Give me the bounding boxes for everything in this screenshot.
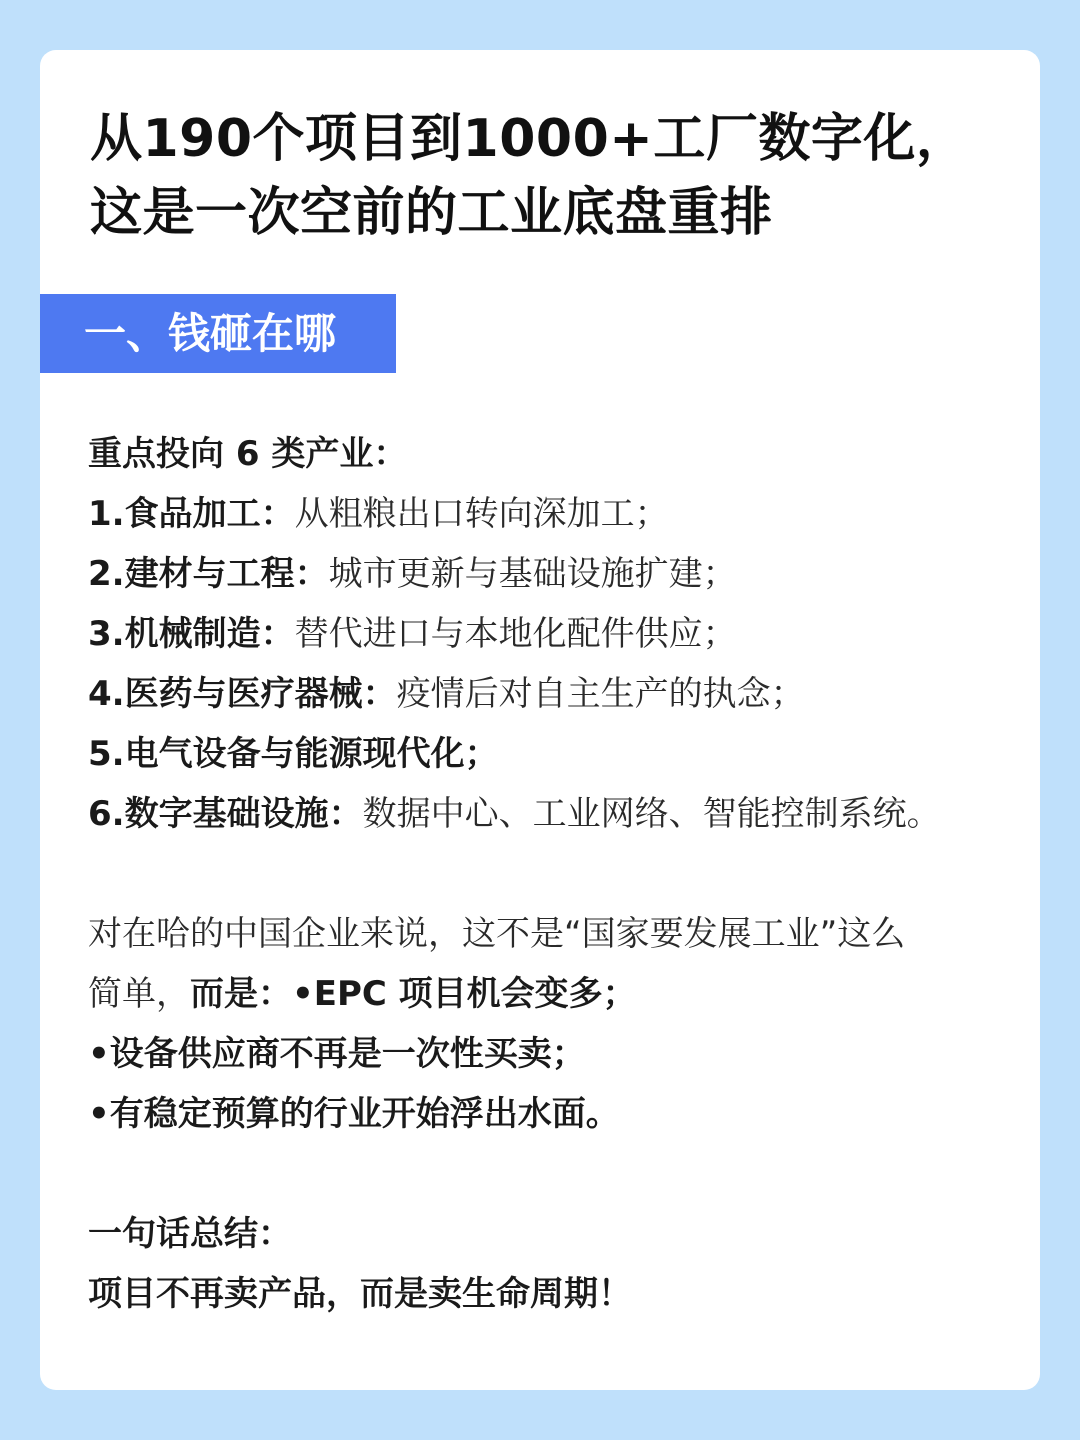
focus-intro: 重点投向 6 类产业： (88, 434, 408, 474)
content-card (40, 50, 1040, 1390)
list-item (88, 544, 1018, 604)
analysis-bold-text: 而是：•EPC 项目机会变多； (190, 974, 637, 1014)
list-item-label: 2.建材与工程： (88, 554, 329, 594)
list-item (88, 664, 1018, 724)
list-item (88, 784, 1018, 844)
title-line-1: 从190个项目到1000+工厂数字化， (90, 109, 969, 169)
analysis-bullet-3: •有稳定预算的行业开始浮出水面。 (88, 1094, 620, 1134)
analysis-bullet-2: •设备供应商不再是一次性买卖； (88, 1034, 586, 1074)
list-item-label: 4.医药与医疗器械： (88, 674, 397, 714)
list-item (88, 604, 1018, 664)
summary-heading: 一句话总结： (88, 1214, 292, 1254)
list-item-label: 1.食品加工： (88, 494, 295, 534)
summary-text: 项目不再卖产品，而是卖生命周期！ (88, 1274, 632, 1314)
list-item (88, 484, 1018, 544)
list-item-desc: 数据中心、工业网络、智能控制系统。 (362, 794, 941, 834)
list-item-desc: 疫情后对自主生产的执念； (396, 674, 805, 714)
analysis-line-2 (88, 964, 1018, 1024)
paragraph-spacer (88, 844, 1018, 904)
page-title (90, 102, 968, 250)
list-item-desc: 替代进口与本地化配件供应； (294, 614, 737, 654)
list-item-desc: 从粗粮出口转向深加工； (294, 494, 669, 534)
list-item-desc: 城市更新与基础设施扩建； (328, 554, 737, 594)
list-item-label: 5.电气设备与能源现代化； (88, 734, 499, 774)
paragraph-spacer (88, 1144, 1018, 1204)
list-item (88, 724, 1018, 784)
list-item-label: 6.数字基础设施： (88, 794, 363, 834)
list-item-label: 3.机械制造： (88, 614, 295, 654)
analysis-line-1: 对在哈的中国企业来说，这不是“国家要发展工业”这么 (88, 914, 906, 954)
section-heading-banner: 一、钱砸在哪 (40, 294, 396, 373)
article-body (88, 424, 1018, 1324)
title-line-2: 这是一次空前的工业底盘重排 (90, 183, 773, 243)
analysis-plain-text: 简单， (88, 974, 190, 1014)
